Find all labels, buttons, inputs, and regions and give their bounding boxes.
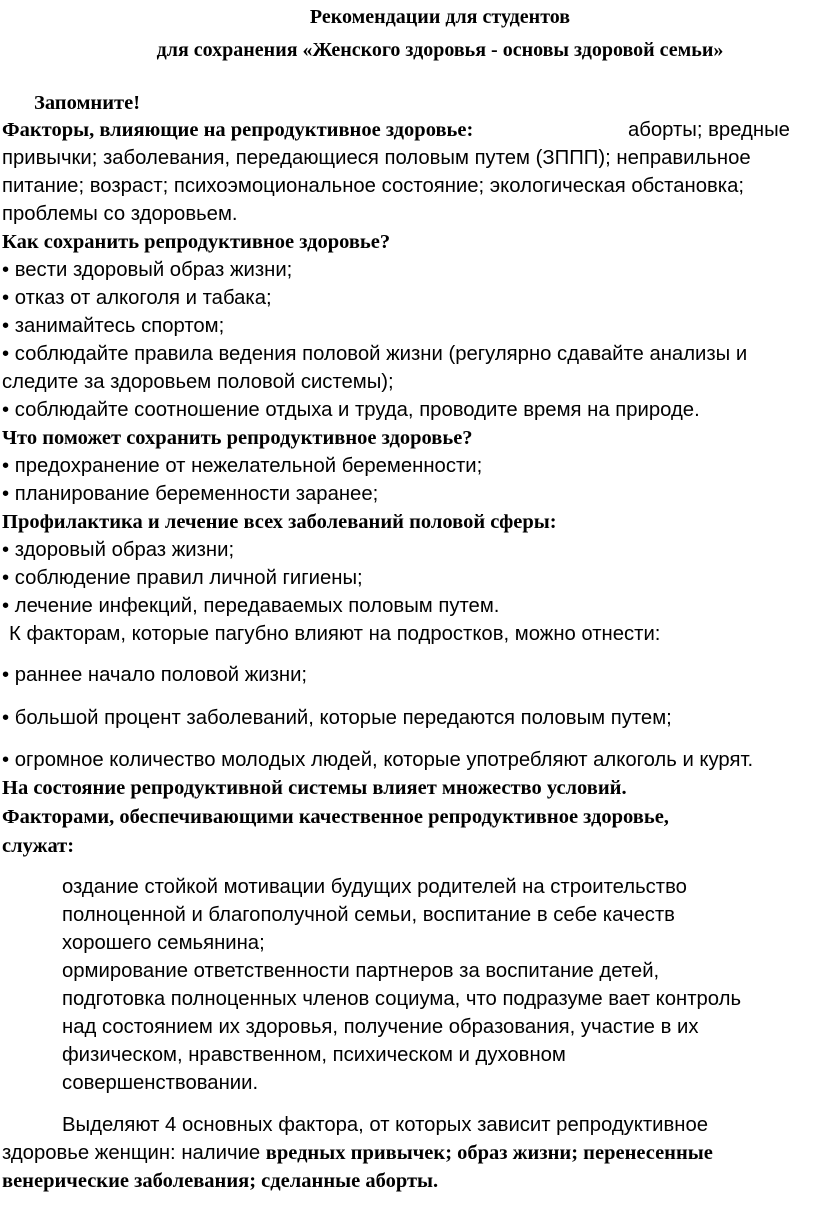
list2-line: над состоянием их здоровья, получение образования, участие в их xyxy=(62,1016,699,1038)
list2-line: физическом, нравственном, психическом и духовном xyxy=(62,1044,566,1066)
list-item: следите за здоровьем половой системы); xyxy=(2,371,394,393)
list-item: • соблюдайте правила ведения половой жизни (регулярно сдавайте анализы и xyxy=(2,343,748,365)
list-item: • большой процент заболеваний, которые передаются половым путем; xyxy=(2,707,672,729)
factors-heading: Факторы, влияющие на репродуктивное здоровье: xyxy=(2,119,474,141)
teen-factors-intro: К факторам, которые пагубно влияют на подростков, можно отнести: xyxy=(9,623,661,645)
title-line-2: для сохранения «Женского здоровья - основы здоровой семьи» xyxy=(156,39,724,61)
list2-line: оздание стойкой мотивации будущих родителей на строительство xyxy=(62,876,687,898)
list2-line: хорошего семьянина; xyxy=(62,932,265,954)
final-line-3: венерические заболевания; сделанные аборты. xyxy=(2,1170,439,1192)
list2-line: совершенствовании. xyxy=(62,1072,259,1094)
what-helps-heading: Что поможет сохранить репродуктивное здоровье? xyxy=(2,427,473,449)
prevention-heading: Профилактика и лечение всех заболеваний половой сферы: xyxy=(2,511,557,533)
list-item: • здоровый образ жизни; xyxy=(2,539,235,561)
list2-line: полноценной и благополучной семьи, воспитание в себе качеств xyxy=(62,904,675,926)
list2-line: подготовка полноценных членов социума, что подразуме вает контроль xyxy=(62,988,742,1010)
final-line-2 xyxy=(2,1140,713,1166)
list-item: • огромное количество молодых людей, которые употребляют алкоголь и курят. xyxy=(2,749,754,771)
list-item: • предохранение от нежелательной беременности; xyxy=(2,455,483,477)
list2-line: ормирование ответственности партнеров за воспитание детей, xyxy=(62,960,660,982)
conditions-line-3: служат: xyxy=(2,835,75,857)
final-line-1: Выделяют 4 основных фактора, от которых зависит репродуктивное xyxy=(62,1114,709,1136)
list-item: • раннее начало половой жизни; xyxy=(2,664,308,686)
factors-text-1: аборты; вредные xyxy=(628,119,790,141)
title-line-1: Рекомендации для студентов xyxy=(309,6,571,28)
list-item: • лечение инфекций, передаваемых половым путем. xyxy=(2,595,500,617)
list-item: • соблюдайте соотношение отдыха и труда, проводите время на природе. xyxy=(2,399,700,421)
list-item: • занимайтесь спортом; xyxy=(2,315,225,337)
final-line-2-bold: вредных привычек; образ жизни; перенесенные xyxy=(265,1142,713,1164)
list-item: • соблюдение правил личной гигиены; xyxy=(2,567,363,589)
factors-text-3: питание; возраст; психоэмоциональное состояние; экологическая обстановка; xyxy=(2,175,744,197)
factors-text-4: проблемы со здоровьем. xyxy=(2,203,238,225)
list-item: • отказ от алкоголя и табака; xyxy=(2,287,272,309)
factors-line-1 xyxy=(2,117,473,143)
list-item: • вести здоровый образ жизни; xyxy=(2,259,293,281)
factors-text-2: привычки; заболевания, передающиеся половым путем (ЗППП); неправильное xyxy=(2,147,751,169)
list-item: • планирование беременности заранее; xyxy=(2,483,379,505)
conditions-line-1: На состояние репродуктивной системы влияет множество условий. xyxy=(2,777,627,799)
final-line-2-normal: здоровье женщин: наличие xyxy=(2,1142,266,1164)
conditions-line-2: Факторами, обеспечивающими качественное репродуктивное здоровье, xyxy=(2,806,669,828)
remember-heading: Запомните! xyxy=(34,92,141,114)
how-to-keep-heading: Как сохранить репродуктивное здоровье? xyxy=(2,231,391,253)
